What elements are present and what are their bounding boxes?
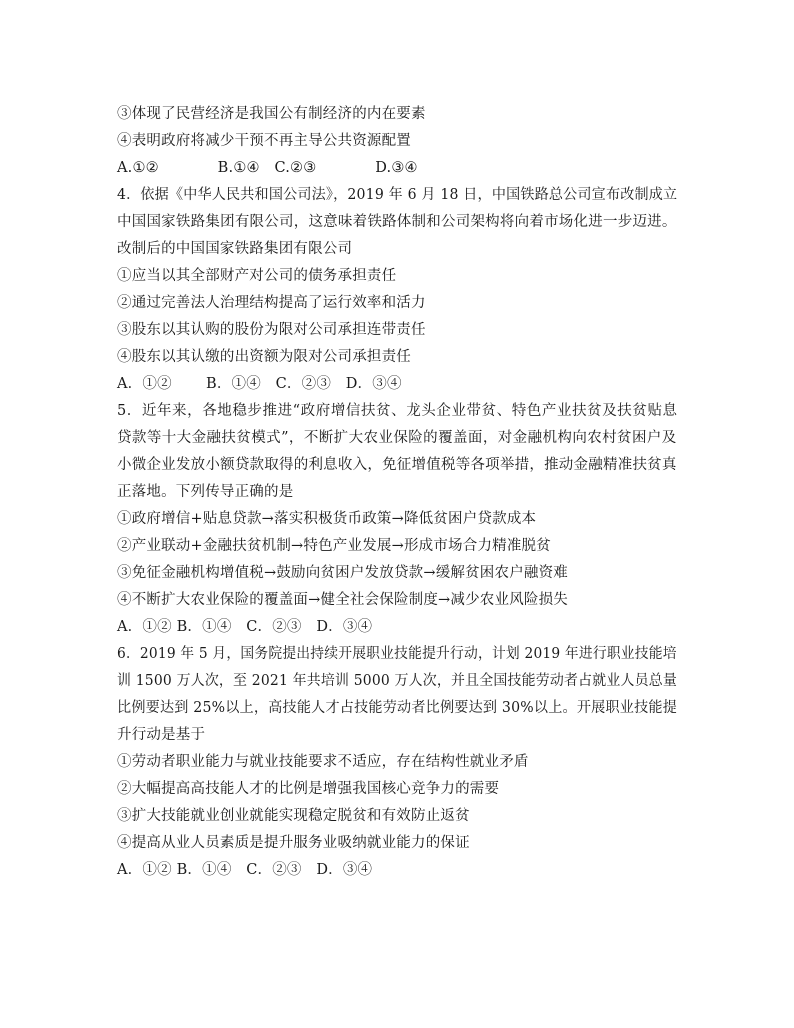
text-line: A．①② B．①④ C．②③ D．③④: [117, 619, 373, 635]
text-line: 比例要达到 25%以上，高技能人才占技能劳动者比例要达到 30%以上。开展职业技能提: [117, 700, 678, 716]
text-line: 升行动是基于: [117, 727, 206, 743]
text-line: ②大幅提高高技能人才的比例是增强我国核心竞争力的需要: [117, 781, 500, 797]
text-line: 改制后的中国国家铁路集团有限公司: [117, 241, 353, 257]
text-line: ①劳动者职业能力与就业技能要求不适应，存在结构性就业矛盾: [117, 754, 529, 770]
text-line: A．①② B．①④ C．②③ D．③④: [117, 376, 402, 392]
text-line: 小微企业发放小额贷款取得的利息收入，免征增值税等各项举措，推动金融精准扶贫真: [117, 457, 677, 473]
text-line: 训 1500 万人次，至 2021 年共培训 5000 万人次，并且全国技能劳动者占就业人员总量: [117, 673, 677, 689]
text-line: ③免征金融机构增值税→鼓励向贫困户发放贷款→缓解贫困农户融资难: [117, 565, 568, 581]
text-line: ②通过完善法人治理结构提高了运行效率和活力: [117, 295, 426, 311]
text-line: 4．依据《中华人民共和国公司法》，2019 年 6 月 18 日，中国铁路总公司宣布改制成立: [117, 187, 678, 203]
text-line: ④不断扩大农业保险的覆盖面→健全社会保险制度→减少农业风险损失: [117, 592, 568, 608]
text-line: 6．2019 年 5 月，国务院提出持续开展职业技能提升行动，计划 2019 年进行职业技能培: [117, 646, 677, 662]
text-line: ④提高从业人员素质是提升服务业吸纳就业能力的保证: [117, 835, 470, 851]
text-line: ④表明政府将减少干预不再主导公共资源配置: [117, 133, 411, 149]
text-line: 中国国家铁路集团有限公司，这意味着铁路体制和公司架构将向着市场化进一步迈进。: [117, 214, 677, 230]
text-line: ③股东以其认购的股份为限对公司承担连带责任: [117, 322, 426, 338]
text-line: 5．近年来，各地稳步推进“政府增信扶贫、龙头企业带贫、特色产业扶贫及扶贫贴息: [117, 403, 678, 419]
text-line: ①应当以其全部财产对公司的债务承担责任: [117, 268, 397, 284]
text-line: ③扩大技能就业创业就能实现稳定脱贫和有效防止返贫: [117, 808, 470, 824]
text-line: ③体现了民营经济是我国公有制经济的内在要素: [117, 106, 426, 122]
text-line: 贷款等十大金融扶贫模式”，不断扩大农业保险的覆盖面，对金融机构向农村贫困户及: [117, 430, 677, 446]
text-line: A．①② B．①④ C．②③ D．③④: [117, 862, 373, 878]
text-line: 正落地。下列传导正确的是: [117, 484, 294, 500]
text-line: ④股东以其认缴的出资额为限对公司承担责任: [117, 349, 411, 365]
text-line: A.①② B.①④ C.②③ D.③④: [117, 160, 418, 176]
text-line: ①政府增信+贴息贷款→落实积极货币政策→降低贫困户贷款成本: [117, 511, 537, 527]
text-line: ②产业联动+金融扶贫机制→特色产业发展→形成市场合力精准脱贫: [117, 538, 551, 554]
